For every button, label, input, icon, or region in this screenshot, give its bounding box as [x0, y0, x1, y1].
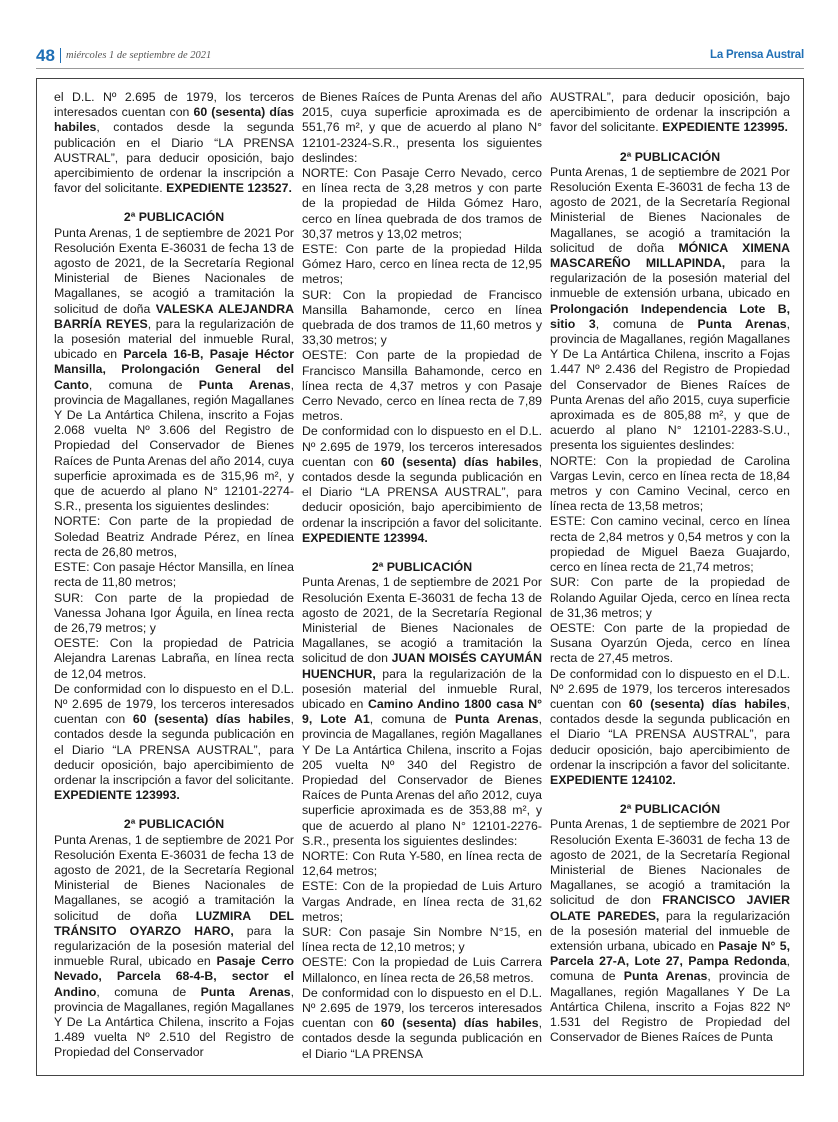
notice-paragraph	[54, 682, 294, 804]
notice-text: NORTE: Con Pasaje Cerro Nevado, cerco en línea recta de 3,28 metros y con parte de la propiedad de Hilda Gómez Haro, cerco en línea quebrada de dos tramos de 30,37 metros y 13,02 metros;	[302, 166, 542, 241]
notice-bold-text: Pasaje N° 5, Parcela 27-A, Lote 27, Pampa Redonda	[550, 938, 790, 969]
column-3	[550, 90, 790, 1045]
header-separator	[60, 48, 61, 63]
notice-bold-text: Punta Arenas	[198, 377, 291, 392]
notice-bold-text: EXPEDIENTE 124102.	[550, 772, 676, 787]
notice-paragraph	[54, 833, 294, 1061]
publication-heading: 2ª PUBLICACIÓN	[123, 210, 225, 225]
notice-text: , provincia de Magallanes, región Magallanes Y De La Antártica Chilena, inscrito a Fojas 1.447 Nº 2.436 del Registro de Propiedad del Conservador de Bienes Raíces de Punta Arenas del año 2015, cuya superficie aproximada es de 805,88 m², y que de acuerdo al plano N° 12101-2283-S.U., presenta los siguientes deslindes:	[550, 316, 790, 453]
notice-bold-text: 60 (sesenta) días habiles	[132, 712, 291, 727]
notice-text: De conformidad con lo dispuesto en el D.L. Nº 2.695 de 1979, los terceros interesados cuentan con	[54, 681, 294, 727]
column-2	[302, 90, 542, 1062]
notice-text: Punta Arenas, 1 de septiembre de 2021 Por Resolución Exenta E-36031 de fecha 13 de agosto de 2021, de la Secretaría Regional Ministerial de Bienes Nacionales de Magallanes, se acogió a tramitación la solicitud de don	[302, 575, 542, 666]
notice-bold-text: 60 (sesenta) días habiles	[380, 454, 539, 469]
notice-text: para la regularización de la posesión material del inmueble Rural, ubicado en	[54, 923, 294, 969]
newspaper-brand: La Prensa Austral	[710, 49, 804, 61]
notice-paragraph	[550, 575, 790, 621]
notice-text: ESTE: Con camino vecinal, cerco en línea recta de 2,84 metros y 0,54 metros y con la propiedad de Miguel Baeza Guajardo, cerco en línea recta de 21,74 metros;	[550, 514, 790, 575]
notice-text: , provincia de Magallanes, región Magallanes Y De La Antártica Chilena, inscrito a Fojas 205 vuelta Nº 340 del Registro de Propiedad del Conservador de Bienes Raíces de Punta Arenas del año 2012, cuya superficie aproximada es de 353,88 m², y que de acuerdo al plano N° 12101-2276-S.R., presenta los siguientes deslindes:	[302, 712, 542, 848]
notice-text: SUR: Con pasaje Sin Nombre N°15, en línea recta de 12,10 metros; y	[302, 924, 542, 955]
notice-paragraph	[54, 636, 294, 682]
notice-bold-text: MÓNICA XIMENA MASCAREÑO MILLAPINDA,	[550, 240, 790, 271]
publication-heading: 2ª PUBLICACIÓN	[619, 802, 721, 817]
notice-text: ESTE: Con pasaje Héctor Mansilla, en línea recta de 11,80 metros;	[54, 560, 294, 590]
notice-paragraph	[302, 90, 542, 166]
page-number: 48	[36, 46, 55, 65]
header-rule	[36, 68, 804, 69]
notice-bold-text: VALESKA ALEJANDRA BARRÍA REYES	[54, 301, 294, 331]
notice-paragraph	[302, 288, 542, 349]
notice-text: , contados desde la segunda publicación en el Diario “LA PRENSA AUSTRAL”, para deducir oposición, bajo apercibimiento de ordenar la inscripción a favor del solicitante.	[550, 696, 790, 772]
notice-text: Punta Arenas, 1 de septiembre de 2021 Por Resolución Exenta E-36031 de fecha 13 de agosto de 2021, de la Secretaría Regional Ministerial de Bienes Nacionales de Magallanes, se acogió a tramitación la solicitud de doña	[550, 164, 790, 255]
notice-paragraph	[550, 165, 790, 454]
notice-bold-text: Prolongación Independencia Lote B, sitio 3	[550, 301, 790, 331]
notice-text: OESTE: Con parte de la propiedad de Susana Oyarzún Ojeda, cerco en línea recta de 27,45 metros.	[550, 620, 790, 666]
notice-text: Punta Arenas, 1 de septiembre de 2021 Por Resolución Exenta E-36031 de fecha 13 de agosto de 2021, de la Secretaría Regional Ministerial de Bienes Nacionales de Magallanes, se acogió a tramitación la solicitud de doña	[54, 832, 294, 923]
notice-text: , contados desde la segunda publicación en el Diario “LA PRENSA AUSTRAL”, para deducir oposición, bajo apercibimiento de ordenar la inscripción a favor del solicitante.	[54, 120, 294, 196]
notice-paragraph	[550, 454, 790, 515]
notice-text: ESTE: Con parte de la propiedad Hilda Gómez Haro, cerco en línea recta de 12,95 metros;	[302, 242, 542, 287]
notice-bold-text: Punta Arenas	[200, 984, 291, 999]
page-header	[36, 46, 804, 68]
notice-bold-text: Punta Arenas	[455, 712, 539, 727]
notice-bold-text: EXPEDIENTE 123994.	[302, 530, 428, 545]
notice-paragraph	[302, 166, 542, 242]
column-1	[54, 90, 294, 1061]
notice-text: De conformidad con lo dispuesto en el D.L. Nº 2.695 de 1979, los terceros interesados cuentan con	[550, 666, 790, 711]
notice-paragraph	[550, 514, 790, 575]
notice-paragraph	[302, 242, 542, 288]
notice-bold-text: Camino Andino 1800 casa N° 9, Lote A1	[302, 696, 543, 727]
notice-bold-text: Punta Arenas	[697, 316, 787, 331]
notice-paragraph	[302, 348, 542, 424]
notice-text: , comuna de	[550, 954, 790, 984]
notice-paragraph	[54, 514, 294, 560]
notice-paragraph	[54, 90, 294, 196]
notice-text: NORTE: Con la propiedad de Carolina Vargas Levin, cerco en línea recta de 18,84 metros y con Camino Vecinal, cerco en línea recta de 13,58 metros;	[550, 453, 790, 514]
notice-text: ESTE: Con de la propiedad de Luis Arturo Vargas Andrade, en línea recta de 31,62 metros;	[302, 879, 542, 924]
notice-text: , comuna de	[88, 377, 199, 392]
notice-bold-text: EXPEDIENTE 123993.	[54, 788, 180, 803]
notice-text: , contados desde la segunda publicación en el Diario “LA PRENSA AUSTRAL”, para deducir oposición, bajo apercibimiento de ordenar la inscripción a favor del solicitante.	[54, 712, 294, 787]
notice-text: , contados desde la segunda publicación en el Diario “LA PRENSA	[302, 1016, 542, 1061]
notice-text: De conformidad con lo dispuesto en el D.L. Nº 2.695 de 1979, los terceros interesados cuentan con	[302, 424, 542, 469]
notice-text: , comuna de	[595, 316, 698, 331]
notice-text: OESTE: Con la propiedad de Patricia Alejandra Larenas Labraña, en línea recta de 12,04 metros.	[54, 636, 294, 681]
notice-paragraph	[302, 986, 542, 1062]
notice-bold-text: 60 (sesenta) días habiles	[380, 1016, 539, 1031]
notice-text: , contados desde la segunda publicación en el Diario “LA PRENSA AUSTRAL”, para deducir oposición, bajo apercibimiento de ordenar la inscripción a favor del solicitante.	[302, 454, 542, 530]
notice-text: NORTE: Con Ruta Y-580, en línea recta de 12,64 metros;	[302, 848, 542, 879]
notice-bold-text: FRANCISCO JAVIER OLATE PAREDES,	[550, 893, 790, 923]
notice-paragraph	[302, 849, 542, 879]
notice-bold-text: Pasaje Cerro Nevado, Parcela 68-4-B, sector el Andino	[54, 954, 294, 999]
notice-text: para la regularización de la posesión material del inmueble de extensión urbana, ubicado en	[550, 908, 790, 953]
publication-heading: 2ª PUBLICACIÓN	[619, 149, 721, 164]
notice-paragraph	[302, 879, 542, 925]
publication-heading: 2ª PUBLICACIÓN	[123, 817, 225, 832]
notice-text: OESTE: Con la propiedad de Luis Carrera Millalonco, en línea recta de 26,58 metros.	[302, 955, 542, 985]
notice-text: , comuna de	[96, 984, 201, 999]
notice-text: para la regularización de la posesión material del inmueble de extensión urbana, ubicado en	[550, 256, 790, 301]
publication-heading: 2ª PUBLICACIÓN	[371, 560, 473, 575]
notice-text: SUR: Con la propiedad de Francisco Mansilla Bahamonde, cerco en línea quebrada de dos tramos de 11,60 metros y 33,30 metros; y	[302, 287, 542, 348]
notice-paragraph	[550, 817, 790, 1045]
notice-bold-text: EXPEDIENTE 123527.	[166, 181, 292, 196]
notice-bold-text: 60 (sesenta) días habiles	[54, 105, 294, 135]
notice-text: Punta Arenas, 1 de septiembre de 2021 Por Resolución Exenta E-36031 de fecha 13 de agosto de 2021, de la Secretaría Regional Ministerial de Bienes Nacionales de Magallanes, se acogió a tramitación la solicitud de doña	[54, 225, 294, 316]
notice-paragraph	[302, 575, 542, 849]
notice-text: , provincia de Magallanes, región Magallanes Y De La Antártica Chilena, inscrito a Fojas 1.489 vuelta Nº 2.510 del Registro de Propiedad del Conservador	[54, 984, 294, 1060]
notice-paragraph	[550, 667, 790, 789]
notice-paragraph	[54, 226, 294, 515]
notice-bold-text: LUZMIRA DEL TRÁNSITO OYARZO HARO,	[54, 908, 294, 938]
notice-text: NORTE: Con parte de la propiedad de Soledad Beatriz Andrade Pérez, en línea recta de 26,80 metros,	[54, 514, 294, 559]
notice-paragraph	[54, 560, 294, 590]
issue-date: miércoles 1 de septiembre de 2021	[66, 50, 212, 61]
notice-text: OESTE: Con parte de la propiedad de Francisco Mansilla Bahamonde, cerco en línea recta de 4,37 metros y con Pasaje Cerro Nevado, cerco en línea recta de 7,89 metros.	[302, 348, 542, 424]
notice-bold-text: JUAN MOISÉS CAYUMÁN HUENCHUR,	[302, 651, 542, 681]
notice-text: , para la regularización de la posesión material del inmueble Rural, ubicado en	[54, 316, 295, 362]
notice-text: el D.L. Nº 2.695 de 1979, los terceros interesados cuentan con	[54, 90, 294, 120]
notice-bold-text: EXPEDIENTE 123995.	[662, 120, 788, 135]
notice-bold-text: 60 (sesenta) días habiles	[628, 696, 787, 711]
notice-text: de Bienes Raíces de Punta Arenas del año 2015, cuya superficie aproximada es de 551,76 m², y que de acuerdo al plano N° 12101-2324-S.R., presenta los siguientes deslindes:	[302, 90, 542, 165]
notice-text: AUSTRAL”, para deducir oposición, bajo apercibimiento de ordenar la inscripción a favor del solicitante.	[550, 90, 790, 135]
notice-paragraph	[550, 621, 790, 667]
notice-text: Punta Arenas, 1 de septiembre de 2021 Por Resolución Exenta E-36031 de fecha 13 de agosto de 2021, de la Secretaría Regional Ministerial de Bienes Nacionales de Magallanes, se acogió a tramitación la solicitud de don	[550, 817, 790, 908]
notice-paragraph	[550, 90, 790, 136]
notice-paragraph	[302, 424, 542, 546]
notice-text: para la regularización de la posesión material del inmueble Rural, ubicado en	[302, 666, 542, 711]
notice-bold-text: Parcela 16-B, Pasaje Héctor Mansilla, Prolongación General del Canto	[54, 347, 294, 392]
notice-text: , provincia de Magallanes, región Magallanes Y De La Antártica Chilena, inscrito a Fojas 2.068 vuelta Nº 3.606 del Registro de Propiedad del Conservador de Bienes Raíces de Punta Arenas del año 2014, cuya superficie aproximada es de 315,96 m², y que de acuerdo al plano N° 12101-2274-S.R., presenta los siguientes deslindes:	[54, 377, 294, 514]
notice-text: SUR: Con parte de la propiedad de Rolando Aguilar Ojeda, cerco en línea recta de 31,36 metros; y	[550, 575, 790, 620]
notice-text: SUR: Con parte de la propiedad de Vanessa Johana Igor Águila, en línea recta de 26,79 metros; y	[54, 590, 294, 635]
notice-text: , comuna de	[369, 712, 456, 727]
notice-paragraph	[302, 955, 542, 985]
notice-text: , provincia de Magallanes, región Magallanes Y De La Antártica Chilena, inscrito a Fojas 822 Nº 1.531 del Registro de Propiedad del Conservador de Bienes Raíces de Punta	[550, 969, 790, 1045]
notice-bold-text: Punta Arenas	[623, 969, 708, 984]
notice-paragraph	[54, 591, 294, 637]
notice-text: De conformidad con lo dispuesto en el D.L. Nº 2.695 de 1979, los terceros interesados cuentan con	[302, 985, 542, 1031]
notice-paragraph	[302, 925, 542, 955]
